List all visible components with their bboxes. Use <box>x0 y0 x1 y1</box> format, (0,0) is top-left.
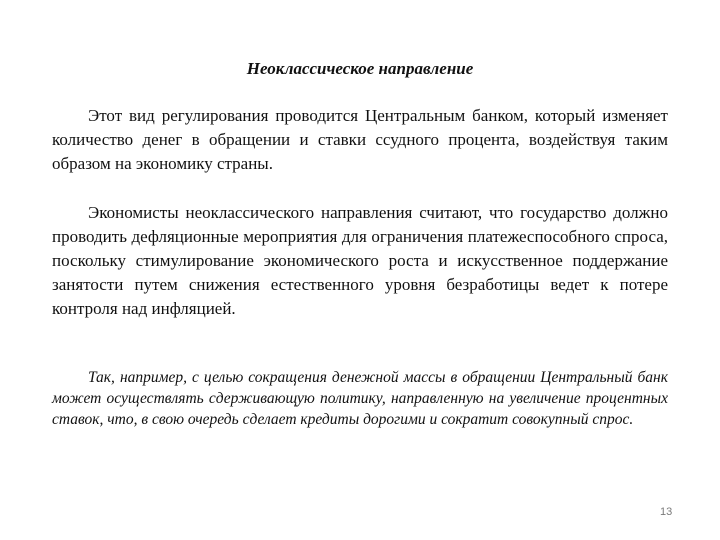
page-number: 13 <box>660 506 673 518</box>
paragraph-example: Так, например, с целью сокращения денежной массы в обращении Центральный банк может осуществлять сдерживающую политику, направленную на увеличение процентных ставок, что, в свою очередь сделает кредиты дорогими и сократит совокупный спрос. <box>52 369 668 428</box>
paragraph-economists: Экономисты неоклассического направления считают, что государство должно проводить дефляционные мероприятия для ограничения платежеспособного спроса, поскольку стимулирование экономического роста и искусственное поддержание занятости путем снижения естественного уровня безработицы ведет к потере контроля над инфляцией. <box>52 203 668 318</box>
paragraph-regulation: Этот вид регулирования проводится Центральным банком, который изменяет количество денег в обращении и ставки ссудного процента, воздействуя таким образом на экономику страны. <box>52 106 668 173</box>
slide-title: Неоклассическое направление <box>246 59 474 78</box>
